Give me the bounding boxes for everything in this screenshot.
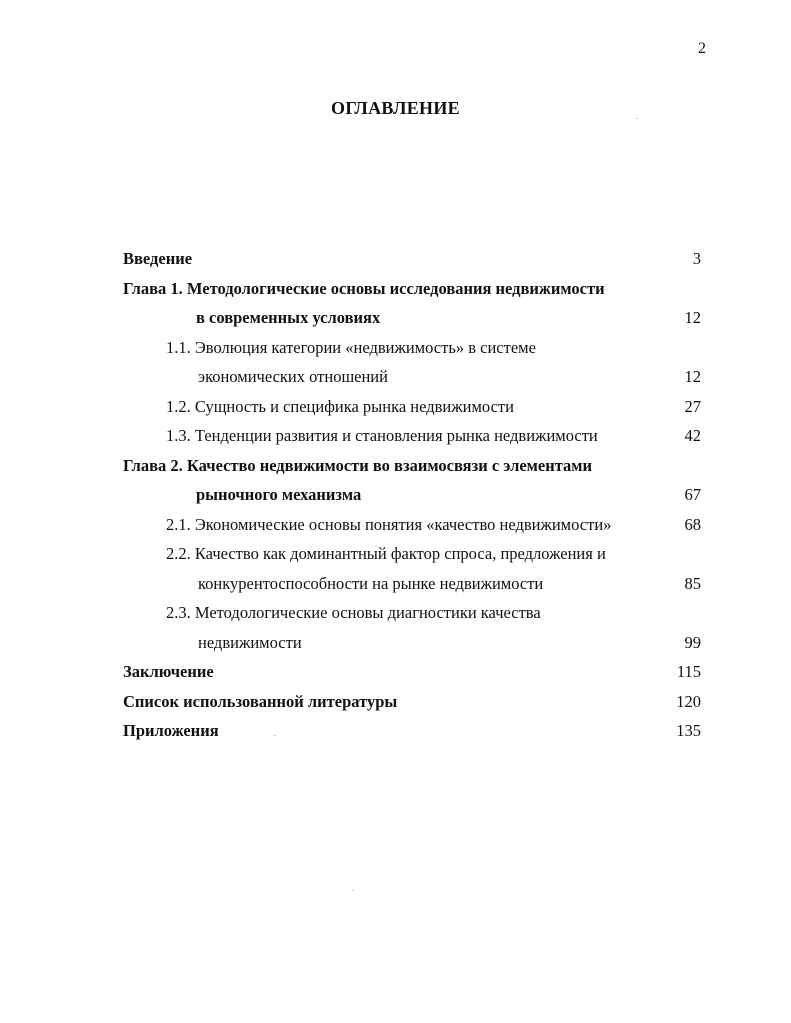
- toc-row: [0, 628, 791, 658]
- toc-entry-title: 1.1. Эволюция категории «недвижимость» в системе: [166, 337, 536, 357]
- table-of-contents: [0, 244, 791, 746]
- toc-entry-page: 12: [684, 308, 701, 327]
- toc-entry-title: 2.2. Качество как доминантный фактор спроса, предложения и: [166, 544, 606, 563]
- toc-row: [0, 303, 791, 333]
- toc-entry-title: 1.2. Сущность и специфика рынка недвижимости: [166, 396, 514, 416]
- toc-row: [0, 421, 791, 451]
- toc-row: [0, 569, 791, 599]
- toc-row: [0, 539, 791, 569]
- toc-entry-page: 115: [676, 662, 701, 681]
- toc-entry-page: 3: [692, 249, 701, 268]
- toc-entry-title: 2.1. Экономические основы понятия «качество недвижимости»: [166, 514, 612, 534]
- toc-entry-title: Глава 2. Качество недвижимости во взаимосвязи с элементами: [123, 455, 593, 475]
- toc-row: [0, 392, 791, 422]
- toc-row: [0, 598, 791, 628]
- toc-row: [0, 480, 791, 510]
- scan-speck: [636, 118, 638, 119]
- toc-entry-title: недвижимости: [198, 632, 302, 652]
- toc-entry-title: Список использованной литературы: [123, 691, 398, 711]
- toc-entry-page: 12: [684, 367, 701, 386]
- toc-row: [0, 362, 791, 392]
- page-title: ОГЛАВЛЕНИЕ: [331, 98, 460, 118]
- toc-entry-title: экономических отношений: [198, 367, 388, 386]
- toc-row: [0, 657, 791, 687]
- toc-entry-title: рыночного механизма: [196, 485, 362, 504]
- toc-entry-page: 85: [684, 573, 701, 593]
- toc-row: [0, 451, 791, 481]
- toc-row: [0, 510, 791, 540]
- toc-entry-title: Глава 1. Методологические основы исследования недвижимости: [123, 278, 605, 298]
- toc-entry-page: 99: [684, 632, 701, 652]
- toc-entry-title: конкурентоспособности на рынке недвижимости: [198, 573, 544, 593]
- toc-row: [0, 687, 791, 717]
- toc-entry-title: Приложения: [123, 721, 219, 740]
- page-number: 2: [698, 40, 706, 57]
- toc-entry-page: 67: [684, 485, 701, 504]
- toc-entry-page: 42: [684, 426, 701, 445]
- toc-row: [0, 716, 791, 746]
- toc-entry-title: Заключение: [123, 662, 214, 681]
- toc-entry-title: в современных условиях: [196, 308, 381, 327]
- toc-entry-page: 120: [676, 691, 701, 711]
- toc-entry-page: 27: [684, 396, 701, 416]
- toc-entry-page: 68: [684, 514, 701, 534]
- scan-speck: [274, 735, 276, 736]
- toc-row: [0, 333, 791, 363]
- toc-entry-title: Введение: [123, 249, 193, 268]
- toc-entry-title: 1.3. Тенденции развития и становления рынка недвижимости: [166, 426, 598, 445]
- toc-row: [0, 274, 791, 304]
- toc-entry-title: 2.3. Методологические основы диагностики качества: [166, 603, 541, 622]
- toc-row: [0, 244, 791, 274]
- scan-speck: [352, 890, 354, 891]
- toc-entry-page: 135: [676, 721, 701, 740]
